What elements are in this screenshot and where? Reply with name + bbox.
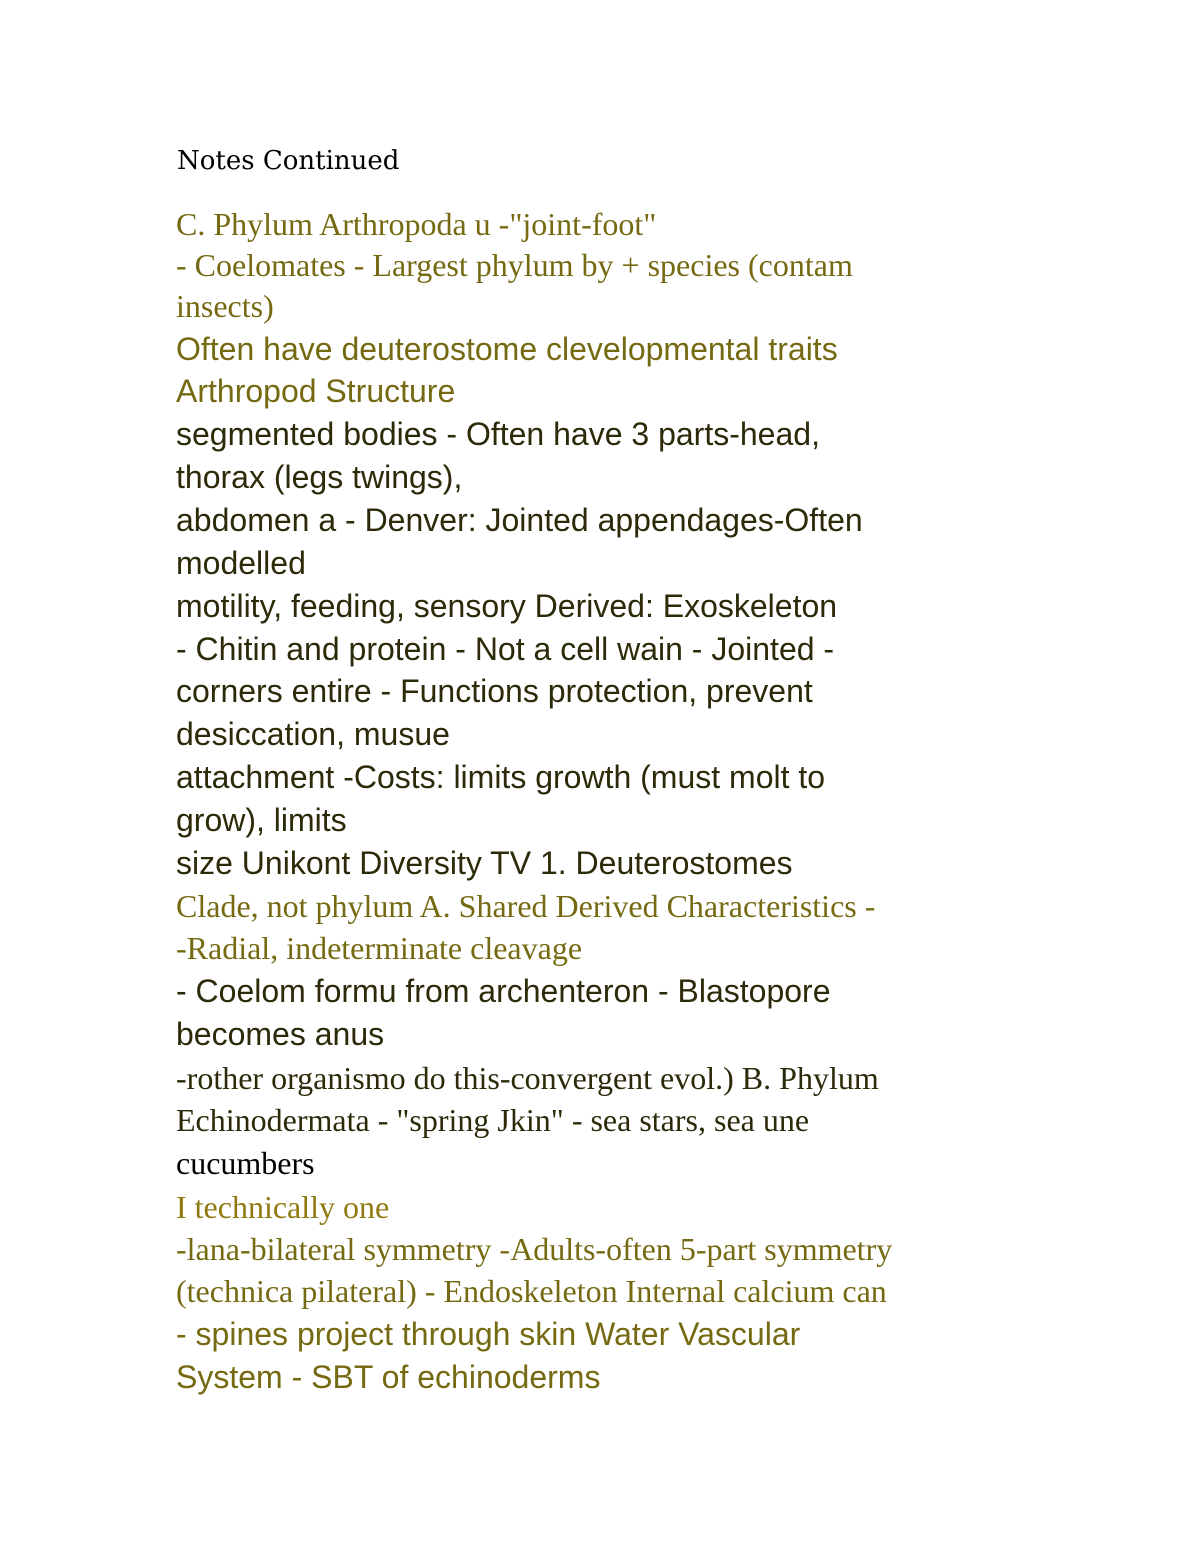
text-line: - Chitin and protein - Not a cell wain - Jointed -: [176, 631, 835, 667]
text-line: Clade, not phylum A. Shared Derived Characteristics -: [176, 888, 876, 924]
text-line: abdomen a - Denver: Jointed appendages-Often: [176, 502, 863, 538]
text-line: segmented bodies - Often have 3 parts-head,: [176, 416, 820, 452]
text-line: System - SBT of echinoderms: [176, 1359, 601, 1395]
text-line: attachment -Costs: limits growth (must molt to: [176, 759, 826, 795]
text-line: I technically one: [176, 1189, 390, 1225]
text-line: - spines project through skin Water Vascular: [176, 1316, 801, 1352]
text-line: Often have deuterostome clevelopmental traits: [176, 331, 838, 367]
text-line: desiccation, musue: [176, 716, 450, 752]
text-line: size Unikont Diversity TV 1. Deuterostomes: [176, 845, 793, 881]
text-line: thorax (legs twings),: [176, 459, 463, 495]
text-line: -rother organismo do this-convergent evol.) B. Phylum: [176, 1060, 879, 1096]
page-title: Notes Continued: [177, 146, 400, 176]
text-line: grow), limits: [176, 802, 347, 838]
text-line: cucumbers: [176, 1145, 315, 1181]
text-line: -Radial, indeterminate cleavage: [176, 930, 583, 966]
text-line: C. Phylum Arthropoda u -"joint-foot": [176, 206, 657, 242]
text-line: - Coelomates - Largest phylum by + species (contam: [176, 247, 853, 283]
text-line: Arthropod Structure: [176, 373, 456, 409]
text-line: (technica pilateral) - Endoskeleton Internal calcium can: [176, 1273, 887, 1309]
text-line: becomes anus: [176, 1016, 385, 1052]
text-line: modelled: [176, 545, 306, 581]
text-line: Echinodermata - "spring Jkin" - sea stars, sea une: [176, 1102, 810, 1138]
text-line: corners entire - Functions protection, prevent: [176, 673, 813, 709]
text-line: insects): [176, 288, 274, 324]
text-line: -lana-bilateral symmetry -Adults-often 5-part symmetry: [176, 1231, 893, 1267]
text-line: motility, feeding, sensory Derived: Exoskeleton: [176, 588, 838, 624]
text-line: - Coelom formu from archenteron - Blastopore: [176, 973, 831, 1009]
